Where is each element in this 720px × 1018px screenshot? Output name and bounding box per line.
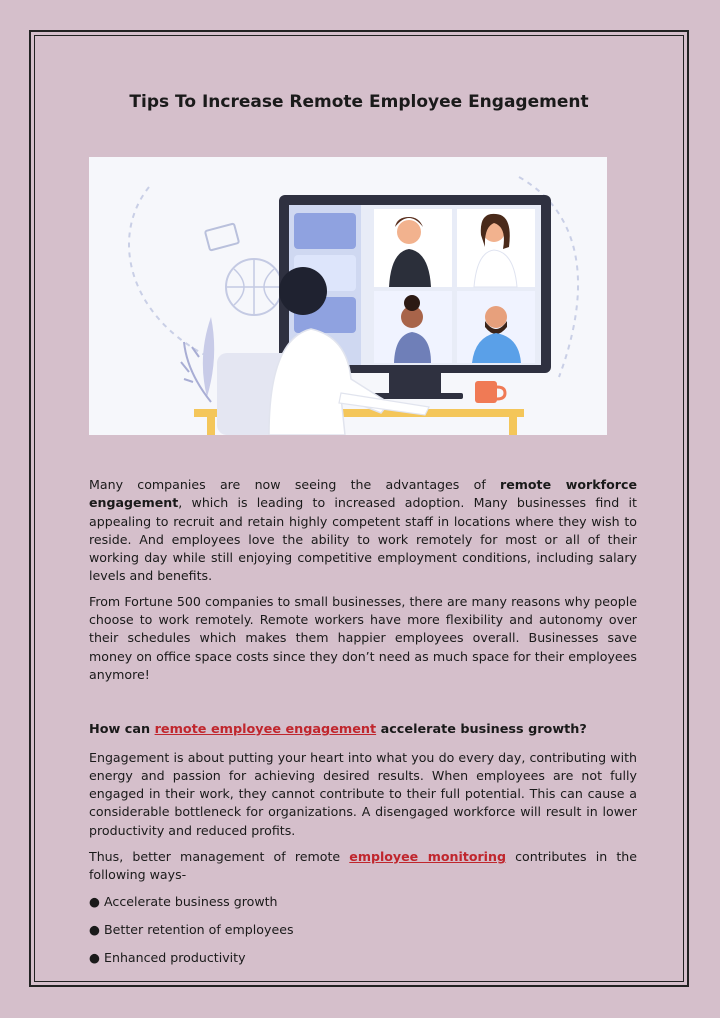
- paragraph-engagement: Engagement is about putting your heart into what you do every day, contributing with energy and passion for achieving desired results. When employees are not fully engaged in their work, they cannot contribute to their full potential. This can cause a considerable bottleneck for organizations. A disengaged workforce will result in lower productivity and reduced profits.: [89, 749, 637, 838]
- document-title: Tips To Increase Remote Employee Engagement: [129, 92, 589, 112]
- video-conference-illustration-icon: [89, 157, 607, 435]
- list-item-text: Accelerate business growth: [104, 893, 278, 909]
- paragraph-monitoring: [89, 848, 637, 885]
- page-border: [34, 35, 684, 982]
- list-item: [89, 921, 637, 939]
- bullet-icon: ●: [89, 950, 100, 966]
- paragraph-monitoring-text-end: contributes in the following ways-: [89, 849, 638, 883]
- hero-image: [89, 157, 607, 435]
- paragraph-reasons: From Fortune 500 companies to small businesses, there are many reasons why people choose to work remotely. Remote workers have more flexibility and autonomy over their schedules which makes them happier employees overall. Businesses save money on office space costs since they don’t need as much space for their employees anymore!: [89, 593, 637, 682]
- bullet-icon: ●: [89, 893, 100, 909]
- article-body: [89, 476, 637, 978]
- list-item: [89, 893, 637, 911]
- link-employee-monitoring[interactable]: employee monitoring: [349, 849, 506, 865]
- benefits-list: [89, 893, 637, 968]
- paragraph-monitoring-text-start: Thus, better management of remote: [89, 849, 350, 865]
- link-remote-employee-engagement[interactable]: remote employee engagement: [154, 722, 377, 738]
- list-item: [89, 949, 637, 967]
- list-item-text: Enhanced productivity: [104, 950, 246, 966]
- heading-text-end: accelerate business growth?: [376, 722, 587, 738]
- bullet-icon: ●: [89, 921, 100, 937]
- paragraph-intro: [89, 476, 637, 586]
- paragraph-intro-text-end: , which is leading to increased adoption. Many businesses find it appealing to recruit and retain highly competent staff in locations where they wish to reside. And employees love the ability to work remotely for most or all of their working day while still enjoying competitive employment conditions, including salary levels and benefits.: [89, 495, 637, 584]
- bold-phrase-remote-workforce-engagement: remote workforce engagement: [89, 477, 637, 511]
- paragraph-intro-text-start: Many companies are now seeing the advantages of: [89, 477, 501, 492]
- list-item-text: Better retention of employees: [104, 921, 294, 937]
- page-frame: [29, 30, 689, 987]
- section-heading: [89, 721, 637, 739]
- heading-text-start: How can: [89, 722, 155, 738]
